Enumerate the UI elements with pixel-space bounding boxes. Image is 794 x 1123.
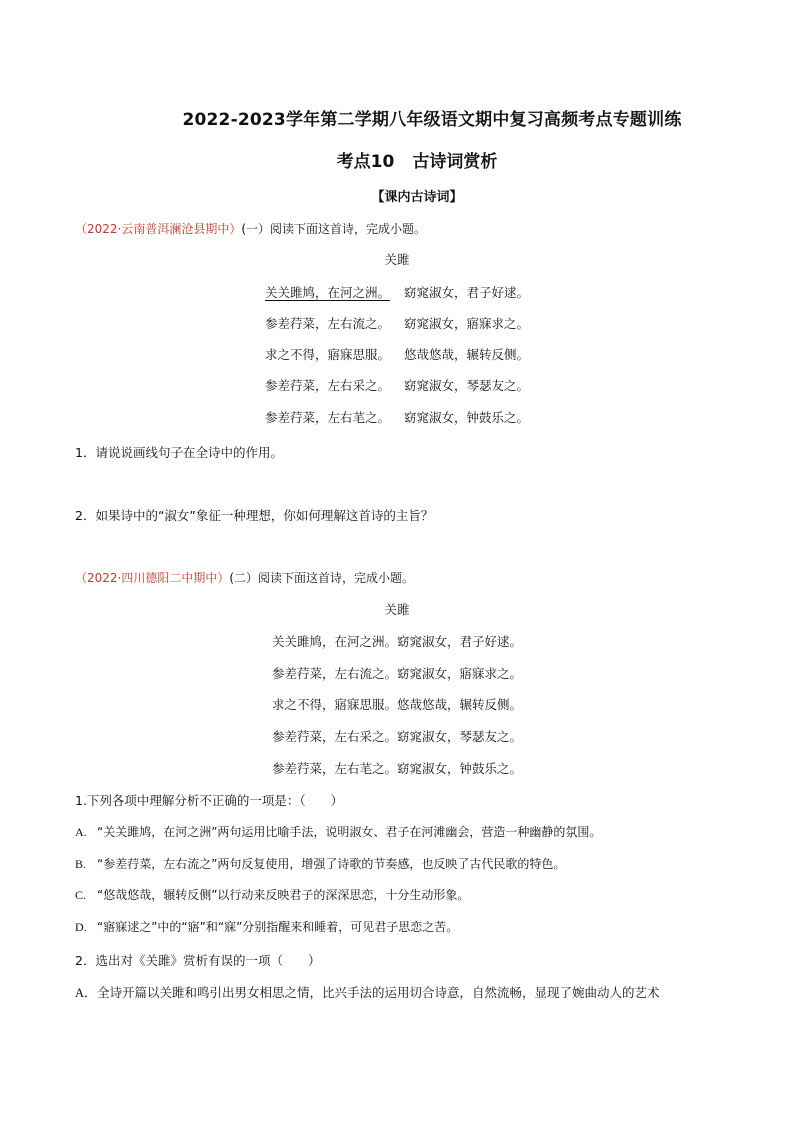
part2-poem-line: 参差荇菜，左右芼之。窈窕淑女，钟鼓乐之。	[271, 761, 522, 776]
line-second-half: 窈窕淑女，琴瑟友之。	[404, 378, 530, 393]
part2-poem-line: 求之不得，寤寐思服。悠哉悠哉，辗转反侧。	[271, 697, 522, 712]
option-text: “寤寐逑之”中的“寤”和“寐”分别指醒来和睡着，可见君子思恋之苦。	[97, 920, 459, 934]
part2-question-2: 2．选出对《关雎》赏析有误的一项（ ）	[75, 953, 321, 968]
part1-poem-line	[0, 376, 794, 394]
part1-instruction: (一）阅读下面这首诗，完成小题。	[241, 222, 427, 236]
line-first-half: 参差荇菜，左右芼之。	[264, 410, 390, 425]
option-text: “参差荇菜，左右流之”两句反复使用，增强了诗歌的节奏感，也反映了古代民歌的特色。	[97, 857, 566, 871]
line-first-half: 参差荇菜，左右流之。	[264, 316, 390, 331]
option-letter: A.	[75, 825, 87, 839]
option-text: “悠哉悠哉，辗转反侧”以行动来反映君子的深深思恋，十分生动形象。	[97, 888, 470, 902]
line-second-half: 窈窕淑女，寤寐求之。	[404, 316, 530, 331]
part2-poem-title: 关雎	[384, 602, 410, 617]
part1-poem-title: 关雎	[384, 252, 410, 267]
part1-intro	[75, 220, 426, 237]
option-d	[75, 918, 458, 935]
option-b	[75, 855, 565, 872]
part2-source: （2022·四川德阳二中期中）	[75, 571, 230, 585]
part1-poem-line	[0, 345, 794, 363]
line-first-half: 参差荇菜，左右采之。	[264, 378, 390, 393]
line-second-half: 窈窕淑女，君子好逑。	[404, 285, 530, 300]
option-text: 全诗开篇以关雎和鸣引出男女相思之情，比兴手法的运用切合诗意，自然流畅，显现了婉曲动人的艺术	[97, 985, 660, 1000]
line-first-half: 求之不得，寤寐思服。	[264, 347, 390, 362]
option-a	[75, 823, 601, 840]
option-c	[75, 886, 469, 903]
topic-number: 考点10	[336, 152, 395, 172]
part2-intro	[75, 569, 414, 586]
part2-question-1: 1.下列各项中理解分析不正确的一项是：（ ）	[75, 793, 344, 808]
part1-question-2: 2．如果诗中的“淑女”象征一种理想，你如何理解这首诗的主旨？	[75, 508, 434, 523]
line-second-half: 悠哉悠哉，辗转反侧。	[404, 347, 530, 362]
part1-poem-line	[0, 408, 794, 426]
part2-instruction: (二）阅读下面这首诗，完成小题。	[229, 571, 415, 585]
topic-heading	[0, 147, 794, 172]
topic-name: 古诗词赏析	[412, 152, 498, 172]
part2-poem-line: 参差荇菜，左右流之。窈窕淑女，寤寐求之。	[271, 666, 522, 681]
part2-poem-line: 参差荇菜，左右采之。窈窕淑女，琴瑟友之。	[271, 729, 522, 744]
part1-poem-line	[0, 314, 794, 332]
option-letter: A．	[75, 986, 97, 1000]
option-text: “关关雎鸠，在河之洲”两句运用比喻手法，说明淑女、君子在河滩幽会，营造一种幽静的氛围。	[97, 825, 602, 839]
q2-option-a	[75, 983, 660, 1001]
line-second-half: 窈窕淑女，钟鼓乐之。	[404, 410, 530, 425]
option-letter: D.	[75, 920, 87, 934]
option-letter: C.	[75, 888, 87, 902]
part1-source: （2022·云南普洱澜沧县期中）	[75, 222, 242, 236]
part1-poem-line	[0, 283, 794, 301]
option-letter: B.	[75, 857, 87, 871]
section-heading: 【课内古诗词】	[371, 190, 463, 205]
underlined-line: 关关雎鸠，在河之洲。	[264, 285, 390, 300]
part2-poem-line: 关关雎鸠，在河之洲。窈窕淑女，君子好逑。	[271, 634, 522, 649]
document-title: 2022-2023学年第二学期八年级语文期中复习高频考点专题训练	[182, 110, 682, 130]
part1-question-1: 1．请说说画线句子在全诗中的作用。	[75, 445, 283, 460]
